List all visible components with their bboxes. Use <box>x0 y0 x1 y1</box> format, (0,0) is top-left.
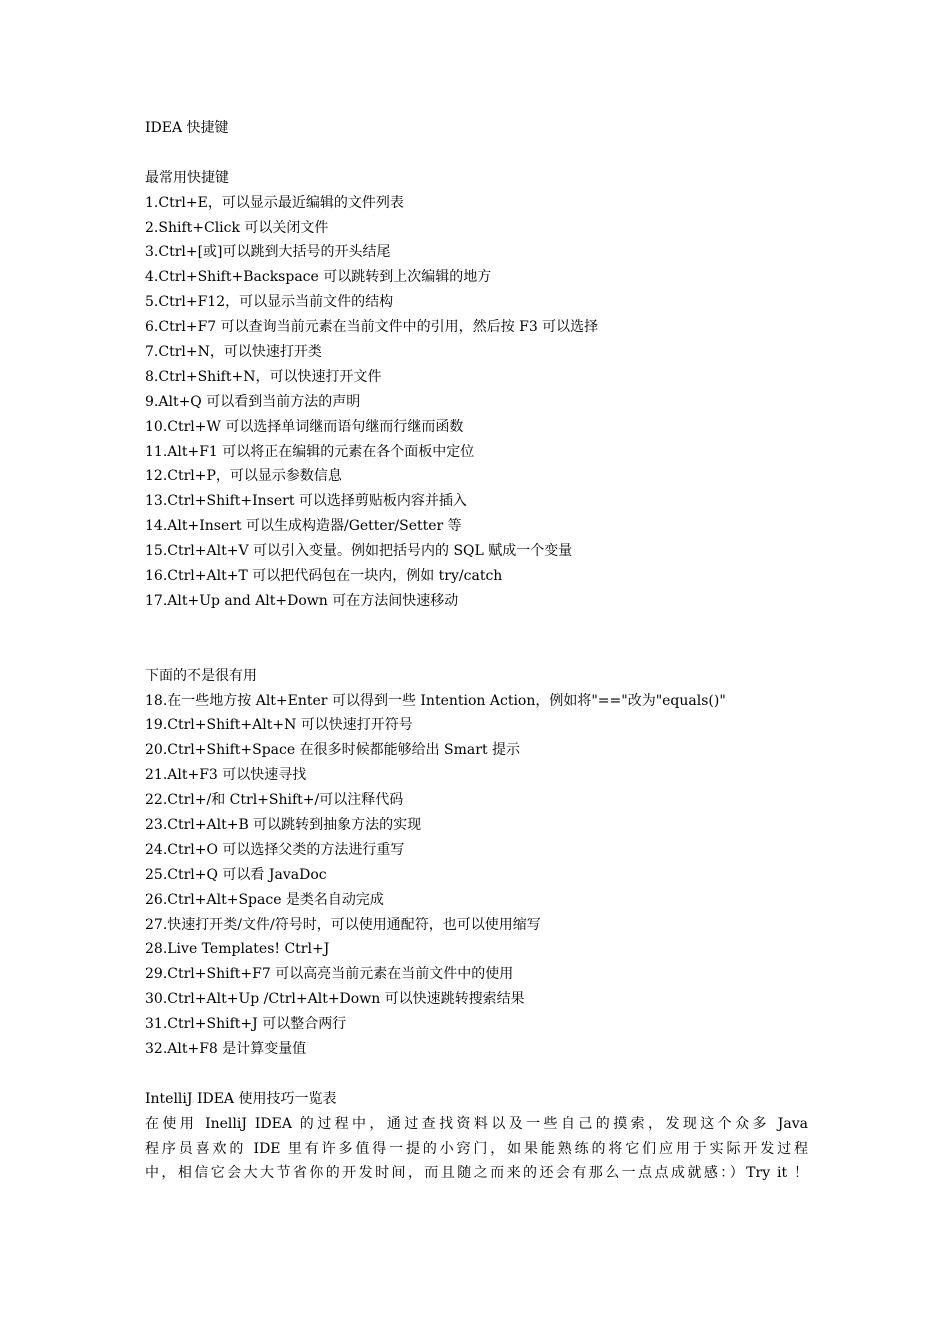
shortcut-item: 20.Ctrl+Shift+Space 在很多时候都能够给出 Smart 提示 <box>145 742 521 759</box>
shortcut-item: 19.Ctrl+Shift+Alt+N 可以快速打开符号 <box>145 717 413 734</box>
shortcut-item: 12.Ctrl+P，可以显示参数信息 <box>145 468 342 485</box>
shortcut-item: 8.Ctrl+Shift+N，可以快速打开文件 <box>145 368 382 385</box>
shortcut-item: 25.Ctrl+Q 可以看 JavaDoc <box>145 866 327 883</box>
shortcut-item: 27.快速打开类/文件/符号时，可以使用通配符，也可以使用缩写 <box>145 916 541 933</box>
shortcut-item: 14.Alt+Insert 可以生成构造器/Getter/Setter 等 <box>145 518 462 535</box>
shortcut-item: 9.Alt+Q 可以看到当前方法的声明 <box>145 393 361 410</box>
document-title: IDEA 快捷键 <box>145 120 229 136</box>
shortcut-item: 21.Alt+F3 可以快速寻找 <box>145 767 307 784</box>
shortcut-item: 15.Ctrl+Alt+V 可以引入变量。例如把括号内的 SQL 赋成一个变量 <box>145 543 573 560</box>
document-page <box>145 116 808 1186</box>
section-heading-less-useful: 下面的不是很有用 <box>145 667 257 684</box>
shortcut-item: 10.Ctrl+W 可以选择单词继而语句继而行继而函数 <box>145 418 464 435</box>
intro-paragraph <box>145 1112 808 1187</box>
shortcut-item: 31.Ctrl+Shift+J 可以整合两行 <box>145 1016 347 1033</box>
shortcut-list-common <box>145 191 808 614</box>
shortcut-item: 1.Ctrl+E，可以显示最近编辑的文件列表 <box>145 194 404 211</box>
shortcut-item: 17.Alt+Up and Alt+Down 可在方法间快速移动 <box>145 592 459 609</box>
spacer <box>145 614 808 664</box>
paragraph-line: 在使用 InelliJ IDEA 的过程中，通过查找资料以及一些自己的摸索，发现这个众多 Java <box>145 1115 808 1132</box>
paragraph-line: 程序员喜欢的 IDE 里有许多值得一提的小窍门，如果能熟练的将它们应用于实际开发过程 <box>145 1140 808 1157</box>
shortcut-item: 4.Ctrl+Shift+Backspace 可以跳转到上次编辑的地方 <box>145 269 492 286</box>
shortcut-item: 26.Ctrl+Alt+Space 是类名自动完成 <box>145 891 384 908</box>
spacer <box>145 141 808 166</box>
shortcut-item: 16.Ctrl+Alt+T 可以把代码包在一块内，例如 try/catch <box>145 568 503 585</box>
shortcut-item: 24.Ctrl+O 可以选择父类的方法进行重写 <box>145 841 405 858</box>
shortcut-item: 23.Ctrl+Alt+B 可以跳转到抽象方法的实现 <box>145 816 422 833</box>
section-heading-tips: IntelliJ IDEA 使用技巧一览表 <box>145 1090 337 1107</box>
shortcut-item: 5.Ctrl+F12，可以显示当前文件的结构 <box>145 294 394 311</box>
shortcut-item: 28.Live Templates! Ctrl+J <box>145 941 330 958</box>
shortcut-item: 30.Ctrl+Alt+Up /Ctrl+Alt+Down 可以快速跳转搜索结果 <box>145 991 525 1008</box>
shortcut-item: 13.Ctrl+Shift+Insert 可以选择剪贴板内容并插入 <box>145 493 467 510</box>
shortcut-item: 32.Alt+F8 是计算变量值 <box>145 1040 307 1057</box>
shortcut-item: 3.Ctrl+[或]可以跳到大括号的开头结尾 <box>145 244 391 261</box>
shortcut-item: 6.Ctrl+F7 可以查询当前元素在当前文件中的引用，然后按 F3 可以选择 <box>145 319 599 336</box>
shortcut-item: 29.Ctrl+Shift+F7 可以高亮当前元素在当前文件中的使用 <box>145 966 514 983</box>
paragraph-line: 中，相信它会大大节省你的开发时间，而且随之而来的还会有那么一点点成就感：）Try it ！ <box>145 1165 808 1182</box>
shortcut-item: 18.在一些地方按 Alt+Enter 可以得到一些 Intention Action，例如将"=="改为"equals()" <box>145 692 726 709</box>
section-heading-common: 最常用快捷键 <box>145 169 229 186</box>
shortcut-item: 22.Ctrl+/和 Ctrl+Shift+/可以注释代码 <box>145 792 404 809</box>
shortcut-item: 7.Ctrl+N，可以快速打开类 <box>145 344 322 361</box>
shortcut-item: 2.Shift+Click 可以关闭文件 <box>145 219 329 236</box>
spacer <box>145 1062 808 1087</box>
shortcut-item: 11.Alt+F1 可以将正在编辑的元素在各个面板中定位 <box>145 443 475 460</box>
shortcut-list-less-useful <box>145 689 808 1062</box>
